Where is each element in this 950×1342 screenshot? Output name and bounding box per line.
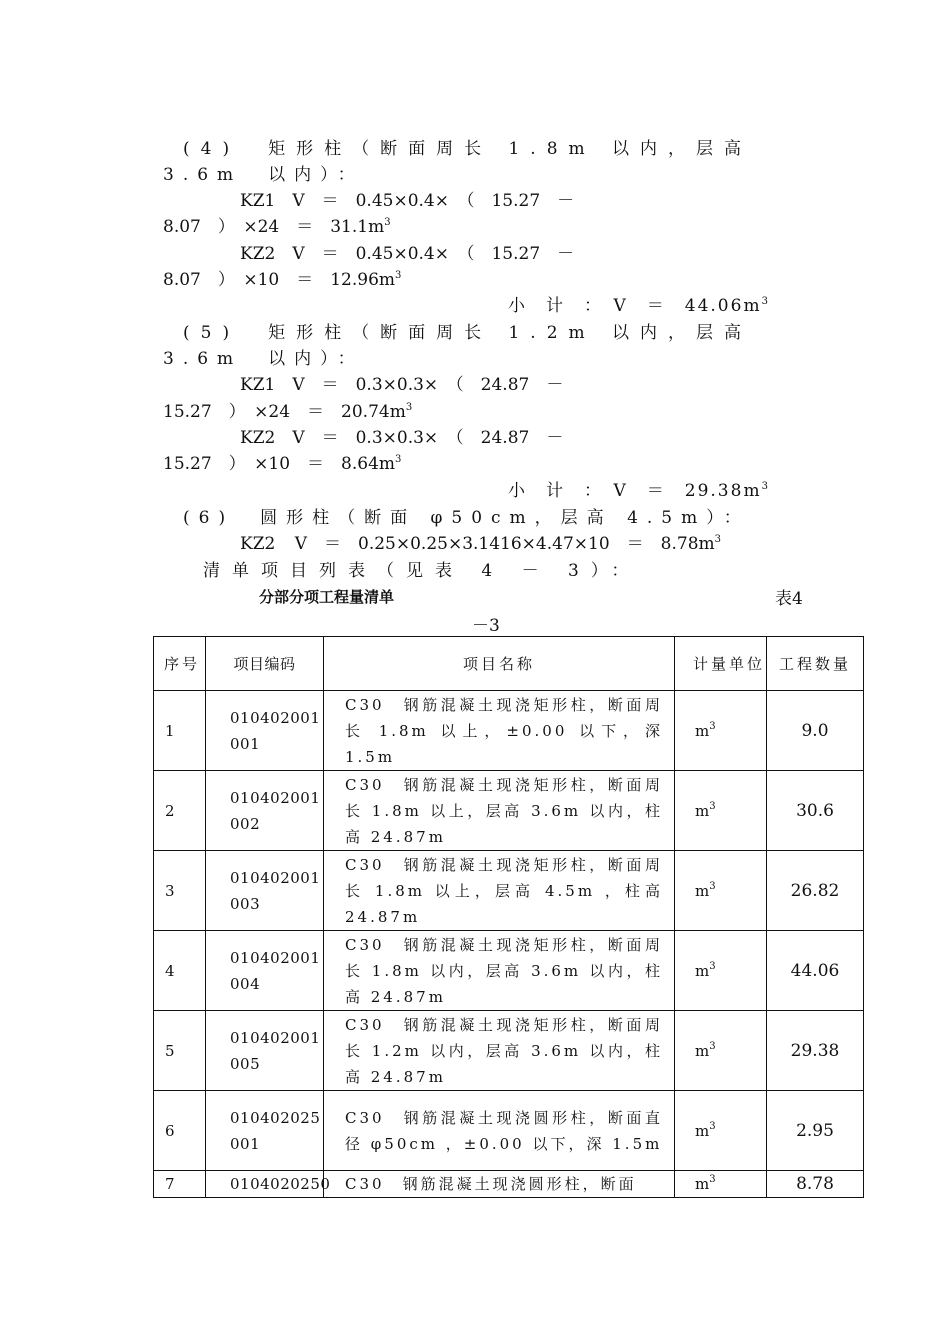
- unit-text: m: [695, 961, 710, 980]
- cell-unit: [675, 1011, 767, 1091]
- superscript: 3: [709, 1174, 716, 1185]
- superscript: 3: [709, 1040, 716, 1052]
- cell-code: 010402001005: [206, 1011, 324, 1091]
- listing-intro: 清单项目列表（见表 4 － 3）：: [203, 561, 641, 581]
- cell-name-text: C30 钢筋混凝土现浇矩形柱，断面周长 1.8m 以上，±0.00 以下，深 1.5m: [345, 695, 663, 766]
- cell-name-text: C30 钢筋混凝土现浇矩形柱，断面周长 1.2m 以内，层高 3.6m 以内，柱高 24.87m: [345, 1015, 663, 1086]
- unit-text: m: [695, 801, 710, 820]
- superscript: 3: [405, 402, 413, 413]
- para4-subtotal: 小 计 ： V ＝ $44.06m^3$: [508, 296, 768, 316]
- para5-kz1-line1: KZ1 V ＝ 0.3×0.3× （ 24.87 －: [240, 375, 564, 395]
- para5-kz1-line2: 15.27 ） ×24 ＝ $20.74m^3$: [163, 402, 413, 422]
- unit-text: m: [695, 881, 710, 900]
- cell-no: 4: [154, 931, 206, 1011]
- unit-text: m: [695, 1121, 710, 1140]
- superscript: 3: [709, 720, 716, 732]
- para5-line1: (5) 矩形柱（断面周长 1.2m 以内，层高: [183, 323, 753, 343]
- para5-kz2-line2: 15.27 ） ×10 ＝ $8.64m^3$: [163, 454, 402, 474]
- table-row: [154, 1091, 864, 1171]
- para4-kz1-line1: KZ1 V ＝ 0.45×0.4× （ 15.27 －: [240, 191, 575, 211]
- header-no: 序号: [154, 637, 206, 691]
- unit-text: m: [695, 1175, 710, 1193]
- para4-kz2-line1: KZ2 V ＝ 0.45×0.4× （ 15.27 －: [240, 244, 575, 264]
- cell-qty: 8.78: [767, 1171, 864, 1198]
- cell-name: [324, 691, 675, 771]
- table-row: [154, 691, 864, 771]
- cell-name-text: C30 钢筋混凝土现浇圆形柱，断面: [345, 1175, 637, 1193]
- header-qty: 工程数量: [767, 637, 864, 691]
- cell-code: 0104020250: [206, 1171, 324, 1198]
- para4-line2: 3.6m 以内）：: [163, 165, 364, 185]
- header-unit: 计量单位: [675, 637, 767, 691]
- table-caption: 分部分项工程量清单: [259, 588, 395, 606]
- para4-line1: (4) 矩形柱（断面周长 1.8m 以内，层高: [183, 139, 753, 159]
- para6-line1: (6) 圆形柱（断面 φ50cm，层高 4.5m）：: [183, 508, 750, 528]
- cell-no: 3: [154, 851, 206, 931]
- cell-qty: 30.6: [767, 771, 864, 851]
- bill-of-quantities-table: [153, 636, 864, 1198]
- cell-qty: 26.82: [767, 851, 864, 931]
- cell-qty: 44.06: [767, 931, 864, 1011]
- cell-no: 1: [154, 691, 206, 771]
- superscript: 3: [395, 270, 402, 281]
- superscript: 3: [709, 800, 716, 812]
- cell-code: 010402001003: [206, 851, 324, 931]
- cell-unit: [675, 1171, 767, 1198]
- para6-kz2: KZ2 V ＝ 0.25×0.25×3.1416×4.47×10 ＝ $8.78m^3$: [240, 534, 722, 554]
- para5-line2: 3.6m 以内）：: [163, 349, 364, 369]
- superscript: 3: [709, 960, 716, 972]
- cell-qty: 29.38: [767, 1011, 864, 1091]
- cell-name-text: C30 钢筋混凝土现浇矩形柱，断面周长 1.8m 以内，层高 3.6m 以内，柱高 24.87m: [345, 935, 663, 1006]
- cell-qty: 2.95: [767, 1091, 864, 1171]
- cell-qty: 9.0: [767, 691, 864, 771]
- cell-name: [324, 1091, 675, 1171]
- cell-unit: [675, 691, 767, 771]
- superscript: 3: [761, 296, 768, 307]
- cell-unit: [675, 931, 767, 1011]
- superscript: 3: [709, 880, 716, 892]
- para5-subtotal: 小 计 ： V ＝ $29.38m^3$: [508, 481, 768, 501]
- superscript: 3: [384, 217, 391, 228]
- cell-no: 6: [154, 1091, 206, 1171]
- cell-name: [324, 1011, 675, 1091]
- cell-code: 010402001004: [206, 931, 324, 1011]
- cell-name-text: C30 钢筋混凝土现浇矩形柱，断面周长 1.8m 以上，层高 3.6m 以内，柱高 24.87m: [345, 775, 663, 846]
- table-header-row: [154, 637, 864, 691]
- cell-unit: [675, 1091, 767, 1171]
- table-row: [154, 851, 864, 931]
- cell-name-text: C30 钢筋混凝土现浇矩形柱，断面周长 1.8m 以上，层高 4.5m ，柱高 24.87m: [345, 855, 663, 926]
- table-row: [154, 1011, 864, 1091]
- cell-unit: [675, 851, 767, 931]
- unit-text: m: [695, 1041, 710, 1060]
- cell-name: [324, 851, 675, 931]
- cell-name: [324, 771, 675, 851]
- superscript: 3: [761, 481, 768, 492]
- table-row: [154, 1171, 864, 1198]
- table-number-continued: －3: [472, 616, 500, 636]
- cell-unit: [675, 771, 767, 851]
- para5-kz2-line1: KZ2 V ＝ 0.3×0.3× （ 24.87 －: [240, 428, 564, 448]
- cell-code: 010402001001: [206, 691, 324, 771]
- header-code: 项目编码: [206, 637, 324, 691]
- cell-name: [324, 1171, 675, 1198]
- cell-name-text: C30 钢筋混凝土现浇圆形柱，断面直径 φ50cm ，±0.00 以下，深 1.5m: [345, 1108, 663, 1153]
- unit-text: m: [695, 721, 710, 740]
- cell-no: 2: [154, 771, 206, 851]
- superscript: 3: [709, 1120, 716, 1132]
- table-row: [154, 931, 864, 1011]
- superscript: 3: [714, 534, 722, 545]
- para4-kz2-line2: 8.07 ） ×10 ＝ $12.96m^3$: [163, 270, 402, 290]
- cell-no: 7: [154, 1171, 206, 1198]
- table-row: [154, 771, 864, 851]
- header-name: 项目名称: [324, 637, 675, 691]
- superscript: 3: [395, 454, 402, 465]
- cell-code: 010402001002: [206, 771, 324, 851]
- cell-no: 5: [154, 1011, 206, 1091]
- para4-kz1-line2: 8.07 ） ×24 ＝ $31.1m^3$: [163, 217, 391, 237]
- table-number: 表4: [775, 589, 803, 609]
- cell-name: [324, 931, 675, 1011]
- cell-code: 010402025001: [206, 1091, 324, 1171]
